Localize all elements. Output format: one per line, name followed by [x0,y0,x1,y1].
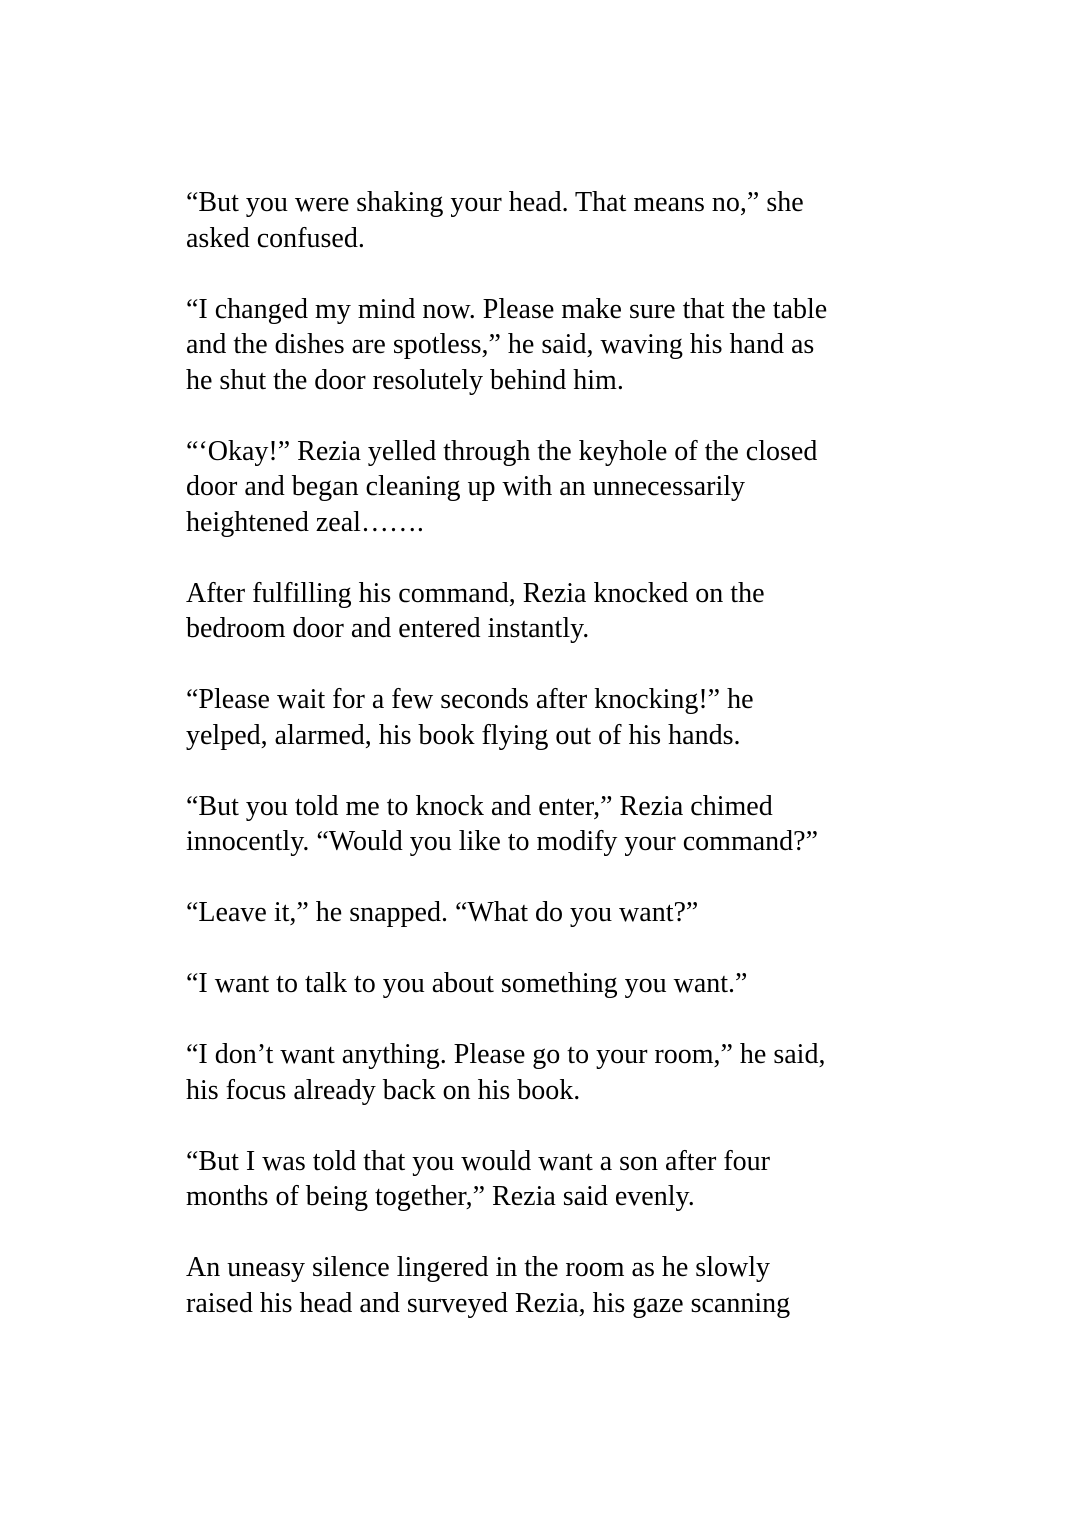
text-line: innocently. “Would you like to modify your command?” [186,826,819,857]
text-line: yelped, alarmed, his book flying out of his hands. [186,719,741,751]
text-line: “But I was told that you would want a son after four [186,1145,770,1177]
text-line: “Leave it,” he snapped. “What do you want?” [186,897,699,928]
text-line: door and began cleaning up with an unnecessarily [186,471,746,502]
text-line: An uneasy silence lingered in the room as he slowly [186,1252,770,1283]
text-line: “But you were shaking your head. That means no,” she [186,187,804,218]
paragraph-6 [186,789,906,860]
text-line: he shut the door resolutely behind him. [186,364,624,396]
text-line: his focus already back on his book. [186,1074,581,1106]
paragraph-2 [186,292,906,399]
text-line: and the dishes are spotless,” he said, waving his hand as [186,329,815,360]
text-line: “I don’t want anything. Please go to your room,” he said, [186,1039,826,1070]
text-line: “I want to talk to you about something you want.” [186,968,748,999]
text-line: “Please wait for a few seconds after knocking!” he [186,684,754,715]
text-line: After fulfilling his command, Rezia knocked on the [186,577,765,609]
paragraph-7 [186,895,906,931]
paragraph-5 [186,682,906,753]
paragraph-3 [186,434,906,541]
paragraph-9 [186,1037,906,1108]
paragraph-11 [186,1250,906,1321]
paragraph-8 [186,966,906,1002]
text-line: “But you told me to knock and enter,” Rezia chimed [186,790,773,822]
text-line: bedroom door and entered instantly. [186,613,590,644]
paragraph-1 [186,185,906,256]
text-line: raised his head and surveyed Rezia, his gaze scanning [186,1287,791,1319]
text-line: months of being together,” Rezia said evenly. [186,1181,695,1212]
text-line: asked confused. [186,222,365,254]
document-body [186,185,906,1357]
text-line: “‘Okay!” Rezia yelled through the keyhole of the closed [186,435,818,467]
paragraph-4 [186,576,906,647]
text-line: “I changed my mind now. Please make sure that the table [186,293,828,325]
text-line: heightened zeal……. [186,506,424,538]
paragraph-10 [186,1144,906,1215]
